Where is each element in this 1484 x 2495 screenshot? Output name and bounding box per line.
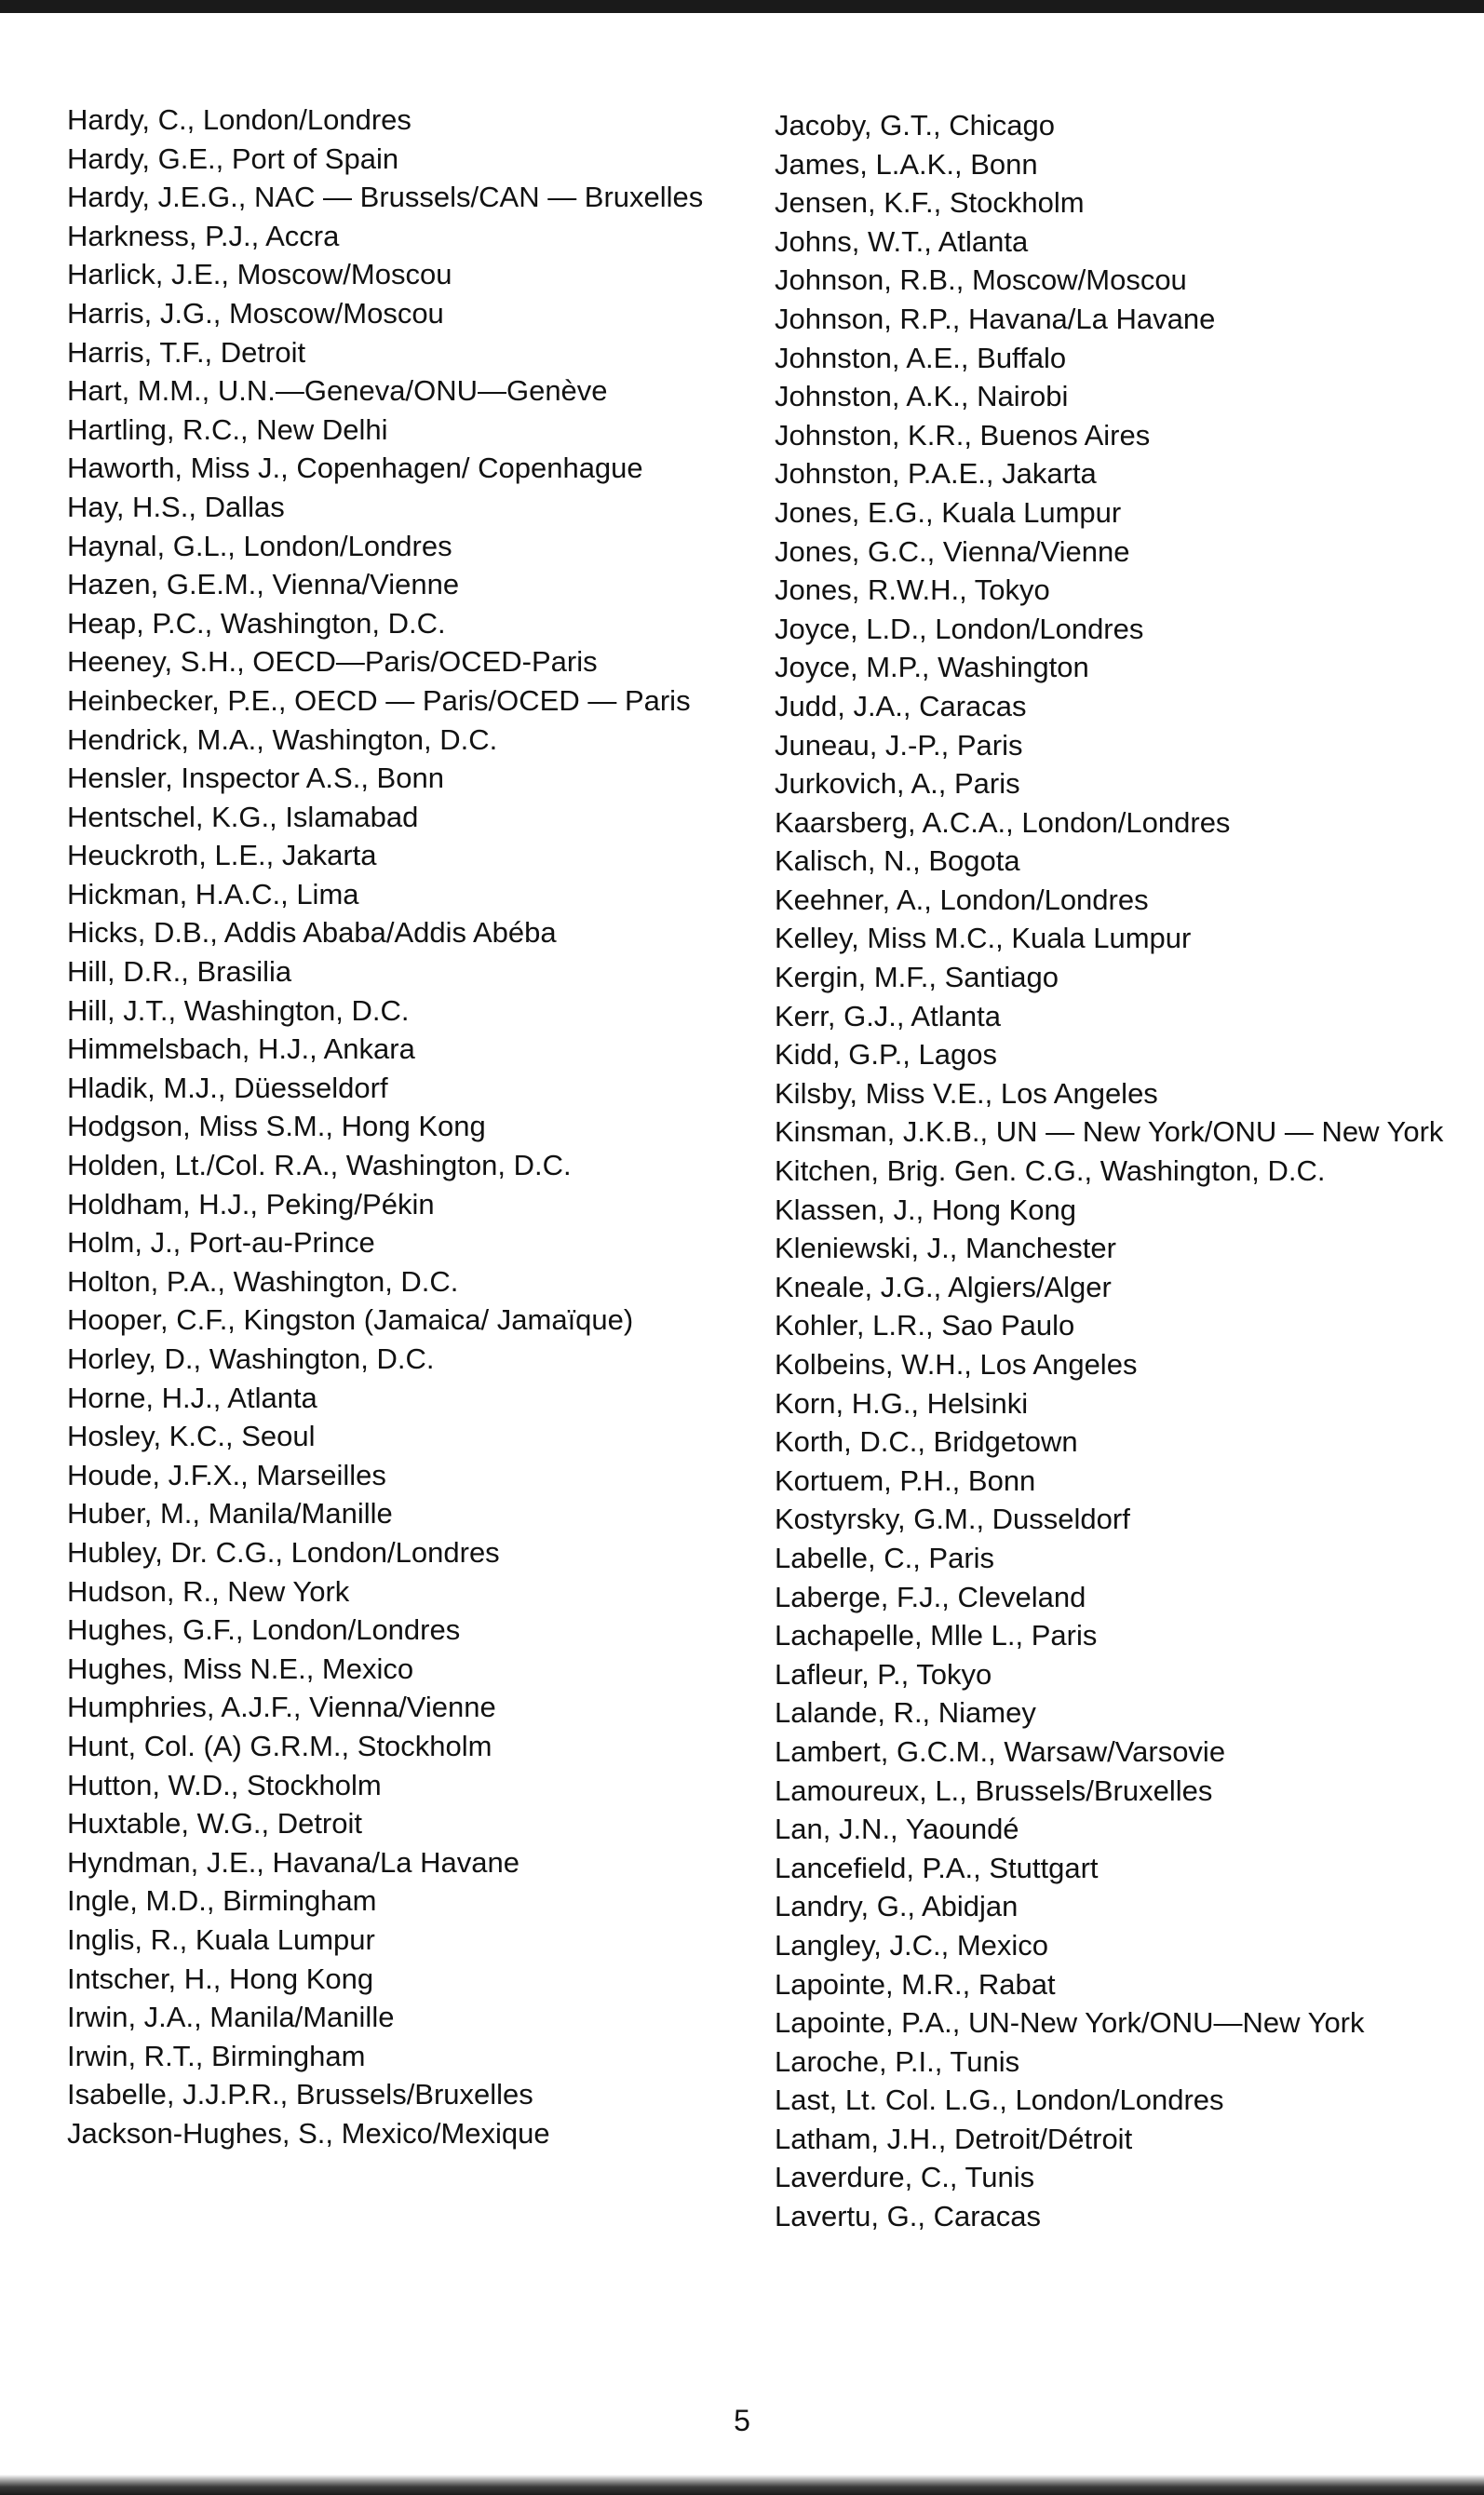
directory-entry: Langley, J.C., Mexico: [775, 1928, 1049, 1962]
directory-entry: Lan, J.N., Yaoundé: [775, 1813, 1019, 1846]
directory-entry: Kerr, G.J., Atlanta: [775, 999, 1001, 1032]
directory-entry: Kalisch, N., Bogota: [775, 844, 1020, 878]
directory-entry: Lachapelle, Mlle L., Paris: [775, 1619, 1098, 1652]
directory-entry: Hensler, Inspector A.S., Bonn: [67, 762, 444, 795]
directory-entry: Kidd, G.P., Lagos: [775, 1038, 997, 1072]
directory-entry: Lamoureux, L., Brussels/Bruxelles: [775, 1773, 1213, 1807]
directory-entry: Hutton, W.D., Stockholm: [67, 1768, 382, 1801]
directory-entry: Kolbeins, W.H., Los Angeles: [775, 1348, 1138, 1381]
directory-entry: Holdham, H.J., Peking/Pékin: [67, 1187, 435, 1221]
directory-entry: Hodgson, Miss S.M., Hong Kong: [67, 1110, 486, 1143]
directory-entry: Judd, J.A., Caracas: [775, 689, 1027, 722]
directory-entry: Jackson-Hughes, S., Mexico/Mexique: [67, 2116, 550, 2150]
directory-entry: Hart, M.M., U.N.—Geneva/ONU—Genève: [67, 374, 608, 408]
directory-entry: Johns, W.T., Atlanta: [775, 224, 1029, 258]
directory-entry: Kortuem, P.H., Bonn: [775, 1463, 1036, 1497]
directory-entry: Kelley, Miss M.C., Kuala Lumpur: [775, 922, 1192, 955]
directory-entry: Lafleur, P., Tokyo: [775, 1657, 992, 1691]
directory-entry: Keehner, A., London/Londres: [775, 883, 1149, 916]
directory-entry: Irwin, R.T., Birmingham: [67, 2039, 366, 2072]
directory-entry: Johnston, K.R., Buenos Aires: [775, 418, 1151, 452]
directory-entry: Houde, J.F.X., Marseilles: [67, 1458, 386, 1491]
directory-entry: Hentschel, K.G., Islamabad: [67, 800, 419, 833]
directory-entry: Korn, H.G., Helsinki: [775, 1386, 1029, 1420]
directory-entry: Lancefield, P.A., Stuttgart: [775, 1851, 1099, 1884]
directory-entry: Holton, P.A., Washington, D.C.: [67, 1264, 459, 1298]
directory-entry: Hardy, C., London/Londres: [67, 103, 411, 136]
directory-entry: Juneau, J.-P., Paris: [775, 728, 1023, 762]
directory-entry: Hill, J.T., Washington, D.C.: [67, 993, 410, 1027]
directory-entry: Hosley, K.C., Seoul: [67, 1420, 316, 1453]
directory-entry: Kilsby, Miss V.E., Los Angeles: [775, 1076, 1158, 1110]
directory-entry: Lapointe, P.A., UN-New York/ONU—New York: [775, 2006, 1365, 2040]
directory-entry: Johnson, R.B., Moscow/Moscou: [775, 263, 1187, 297]
directory-entry: Lavertu, G., Caracas: [775, 2200, 1042, 2233]
directory-entry: Haynal, G.L., London/Londres: [67, 529, 452, 562]
directory-entry: Lalande, R., Niamey: [775, 1696, 1036, 1730]
directory-entry: Labelle, C., Paris: [775, 1541, 995, 1574]
directory-entry: Hughes, G.F., London/Londres: [67, 1613, 461, 1647]
directory-entry: Irwin, J.A., Manila/Manille: [67, 2001, 395, 2034]
directory-entry: Haworth, Miss J., Copenhagen/ Copenhague: [67, 452, 643, 485]
directory-entry: Laberge, F.J., Cleveland: [775, 1580, 1086, 1613]
directory-entry: Hughes, Miss N.E., Mexico: [67, 1652, 414, 1685]
directory-entry: Kneale, J.G., Algiers/Alger: [775, 1270, 1112, 1303]
directory-entry: James, L.A.K., Bonn: [775, 147, 1038, 181]
directory-entry: Hooper, C.F., Kingston (Jamaica/ Jamaïque): [67, 1303, 634, 1337]
directory-entry: Harris, J.G., Moscow/Moscou: [67, 296, 444, 330]
directory-entry: Hill, D.R., Brasilia: [67, 955, 292, 989]
directory-entry: Hladik, M.J., Düesseldorf: [67, 1071, 388, 1104]
directory-entry: Latham, J.H., Detroit/Détroit: [775, 2122, 1133, 2155]
directory-entry: Laverdure, C., Tunis: [775, 2161, 1035, 2194]
directory-entry: Ingle, M.D., Birmingham: [67, 1884, 377, 1918]
directory-entry: Lambert, G.C.M., Warsaw/Varsovie: [775, 1734, 1226, 1768]
directory-entry: Johnston, P.A.E., Jakarta: [775, 457, 1097, 491]
directory-entry: Johnson, R.P., Havana/La Havane: [775, 302, 1216, 335]
directory-entry: Jacoby, G.T., Chicago: [775, 109, 1055, 142]
directory-entry: Heinbecker, P.E., OECD — Paris/OCED — Paris: [67, 683, 691, 717]
directory-entry: Hudson, R., New York: [67, 1574, 350, 1608]
directory-entry: Hendrick, M.A., Washington, D.C.: [67, 722, 498, 756]
directory-entry: Hickman, H.A.C., Lima: [67, 877, 359, 910]
page-top-edge: [0, 0, 1484, 13]
directory-entry: Horne, H.J., Atlanta: [67, 1381, 317, 1414]
directory-entry: Kitchen, Brig. Gen. C.G., Washington, D.C.: [775, 1154, 1326, 1188]
right-column-list: [775, 106, 1445, 2236]
directory-entry: Jones, E.G., Kuala Lumpur: [775, 495, 1122, 529]
directory-entry: Kohler, L.R., Sao Paulo: [775, 1309, 1075, 1342]
directory-entry: Isabelle, J.J.P.R., Brussels/Bruxelles: [67, 2078, 533, 2111]
directory-entry: Hartling, R.C., New Delhi: [67, 412, 388, 446]
directory-entry: Lapointe, M.R., Rabat: [775, 1967, 1056, 2001]
directory-entry: Kleniewski, J., Manchester: [775, 1232, 1116, 1265]
directory-entry: Klassen, J., Hong Kong: [775, 1193, 1076, 1226]
directory-entry: Hay, H.S., Dallas: [67, 490, 285, 523]
directory-entry: Himmelsbach, H.J., Ankara: [67, 1032, 415, 1066]
directory-entry: Hardy, G.E., Port of Spain: [67, 142, 399, 175]
directory-entry: Joyce, M.P., Washington: [775, 651, 1089, 684]
directory-entry: Intscher, H., Hong Kong: [67, 1962, 374, 1995]
directory-entry: Hubley, Dr. C.G., London/Londres: [67, 1535, 500, 1569]
page-number: 5: [734, 2404, 750, 2437]
directory-entry: Holden, Lt./Col. R.A., Washington, D.C.: [67, 1149, 572, 1182]
directory-entry: Johnston, A.E., Buffalo: [775, 341, 1067, 374]
directory-entry: Jurkovich, A., Paris: [775, 767, 1020, 801]
directory-entry: Hyndman, J.E., Havana/La Havane: [67, 1845, 519, 1879]
directory-entry: Humphries, A.J.F., Vienna/Vienne: [67, 1691, 496, 1724]
directory-entry: Landry, G., Abidjan: [775, 1890, 1019, 1923]
directory-entry: Hardy, J.E.G., NAC — Brussels/CAN — Bruxelles: [67, 181, 704, 214]
directory-entry: Kergin, M.F., Santiago: [775, 961, 1059, 994]
directory-entry: Hazen, G.E.M., Vienna/Vienne: [67, 568, 460, 601]
directory-entry: Johnston, A.K., Nairobi: [775, 380, 1069, 413]
directory-entry: Harris, T.F., Detroit: [67, 335, 306, 369]
directory-entry: Kostyrsky, G.M., Dusseldorf: [775, 1503, 1130, 1536]
directory-entry: Harlick, J.E., Moscow/Moscou: [67, 258, 452, 291]
directory-entry: Korth, D.C., Bridgetown: [775, 1425, 1078, 1459]
directory-entry: Kinsman, J.K.B., UN — New York/ONU — New York: [775, 1115, 1444, 1149]
directory-entry: Horley, D., Washington, D.C.: [67, 1342, 435, 1375]
directory-entry: Jensen, K.F., Stockholm: [775, 186, 1085, 220]
directory-entry: Last, Lt. Col. L.G., London/Londres: [775, 2084, 1224, 2117]
directory-entry: Jones, G.C., Vienna/Vienne: [775, 534, 1130, 568]
directory-entry: Hunt, Col. (A) G.R.M., Stockholm: [67, 1729, 492, 1762]
directory-entry: Heeney, S.H., OECD—Paris/OCED-Paris: [67, 645, 598, 679]
page-bottom-edge: [0, 2475, 1484, 2495]
directory-entry: Hicks, D.B., Addis Ababa/Addis Abéba: [67, 916, 557, 950]
directory-entry: Holm, J., Port-au-Prince: [67, 1226, 375, 1260]
directory-entry: Harkness, P.J., Accra: [67, 219, 340, 252]
left-column-list: [67, 101, 737, 2152]
directory-entry: Huber, M., Manila/Manille: [67, 1497, 393, 1531]
directory-entry: Inglis, R., Kuala Lumpur: [67, 1922, 375, 1956]
directory-entry: Heuckroth, L.E., Jakarta: [67, 839, 377, 872]
directory-entry: Laroche, P.I., Tunis: [775, 2044, 1020, 2078]
directory-entry: Huxtable, W.G., Detroit: [67, 1807, 362, 1841]
directory-entry: Kaarsberg, A.C.A., London/Londres: [775, 805, 1231, 839]
directory-entry: Jones, R.W.H., Tokyo: [775, 573, 1050, 607]
directory-entry: Joyce, L.D., London/Londres: [775, 612, 1144, 645]
directory-entry: Heap, P.C., Washington, D.C.: [67, 606, 446, 640]
